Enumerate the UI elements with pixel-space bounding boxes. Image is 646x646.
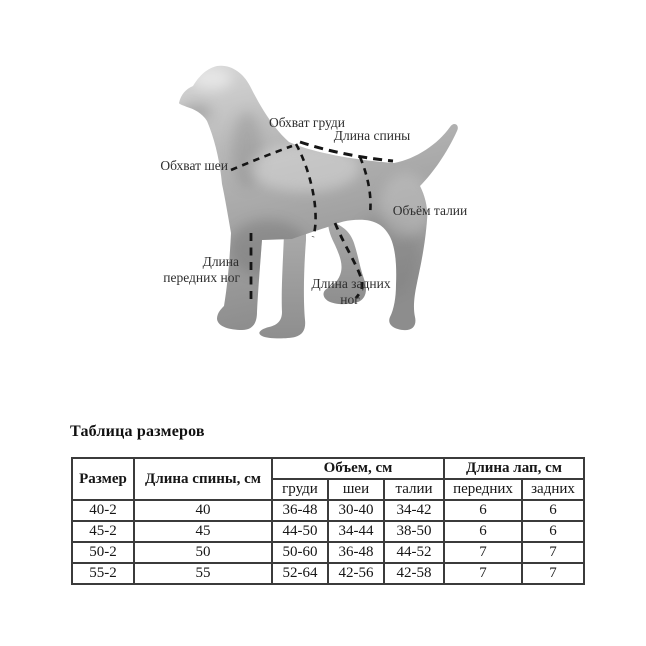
size-table-title: Таблица размеров xyxy=(70,423,205,440)
cell-hind-paws: 7 xyxy=(522,542,584,563)
cell-waist: 44-52 xyxy=(384,542,444,563)
table-row xyxy=(72,521,584,542)
col-header-volume-neck: шеи xyxy=(328,479,384,500)
col-header-back-length: Длина спины, см xyxy=(134,458,272,500)
waist-girth-label: Объём талии xyxy=(392,203,468,218)
cell-neck: 34-44 xyxy=(328,521,384,542)
chest-girth-label: Обхват груди xyxy=(268,115,346,130)
cell-waist: 38-50 xyxy=(384,521,444,542)
cell-neck: 36-48 xyxy=(328,542,384,563)
table-row xyxy=(72,563,584,584)
cell-front-paws: 7 xyxy=(444,542,522,563)
table-row xyxy=(72,542,584,563)
cell-back-length: 55 xyxy=(134,563,272,584)
cell-neck: 30-40 xyxy=(328,500,384,521)
table-row xyxy=(72,500,584,521)
col-header-paws-group: Длина лап, см xyxy=(444,458,584,479)
cell-back-length: 40 xyxy=(134,500,272,521)
header-row-groups xyxy=(72,458,584,479)
cell-back-length: 45 xyxy=(134,521,272,542)
col-header-volume-waist: талии xyxy=(384,479,444,500)
back-length-label: Длина спины xyxy=(333,128,411,143)
size-table xyxy=(71,457,585,585)
cell-hind-paws: 7 xyxy=(522,563,584,584)
hind-legs-label-line2: ног xyxy=(340,292,360,307)
cell-waist: 34-42 xyxy=(384,500,444,521)
front-legs-label-line1: Длина xyxy=(202,254,239,269)
cell-chest: 36-48 xyxy=(272,500,328,521)
cell-size: 55-2 xyxy=(72,563,134,584)
neck-girth-label: Обхват шеи xyxy=(160,158,228,173)
col-header-size: Размер xyxy=(72,458,134,500)
front-legs-label-line2: передних ног xyxy=(163,270,240,285)
dog-far-front-leg xyxy=(259,234,306,338)
cell-size: 40-2 xyxy=(72,500,134,521)
cell-chest: 50-60 xyxy=(272,542,328,563)
cell-waist: 42-58 xyxy=(384,563,444,584)
cell-size: 50-2 xyxy=(72,542,134,563)
cell-hind-paws: 6 xyxy=(522,521,584,542)
col-header-volume-chest: груди xyxy=(272,479,328,500)
cell-chest: 44-50 xyxy=(272,521,328,542)
cell-chest: 52-64 xyxy=(272,563,328,584)
cell-front-paws: 6 xyxy=(444,500,522,521)
cell-front-paws: 6 xyxy=(444,521,522,542)
cell-back-length: 50 xyxy=(134,542,272,563)
cell-size: 45-2 xyxy=(72,521,134,542)
col-header-paws-front: передних xyxy=(444,479,522,500)
cell-front-paws: 7 xyxy=(444,563,522,584)
cell-hind-paws: 6 xyxy=(522,500,584,521)
col-header-volume-group: Объем, см xyxy=(272,458,444,479)
col-header-paws-hind: задних xyxy=(522,479,584,500)
cell-neck: 42-56 xyxy=(328,563,384,584)
hind-legs-label-line1: Длина задних xyxy=(311,276,391,291)
